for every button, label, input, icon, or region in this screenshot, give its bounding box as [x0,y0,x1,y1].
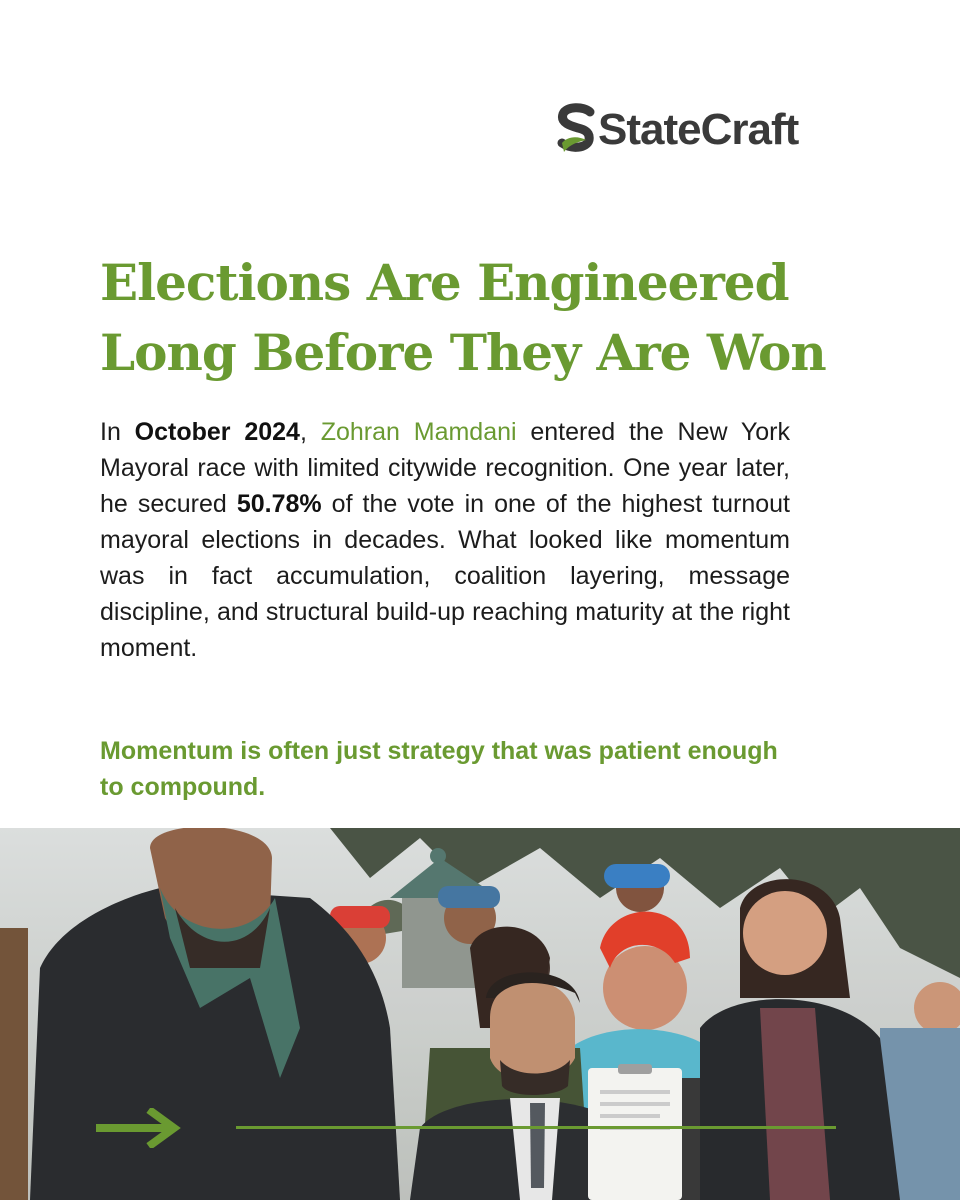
date-highlight: October 2024 [134,418,300,446]
statecraft-s-icon [556,102,596,158]
body-paragraph [100,414,790,666]
arrow-right-icon[interactable] [96,1108,182,1148]
pull-quote: Momentum is often just strategy that was patient enough to compound. [100,737,778,801]
person-name: Zohran Mamdani [320,418,517,446]
body-intro: In [100,418,135,446]
logo-wordmark: StateCraft [598,105,799,154]
progress-line [236,1126,836,1129]
page-title [100,248,826,388]
body-sep: , [299,418,321,446]
headline-line-1: Elections Are Engineered [100,253,789,312]
statecraft-logo [556,100,798,160]
body-part-2: entered the New York Mayoral race with limited citywide recognition. One year later, he secured [100,418,791,518]
body-part-3: of the vote in one of the highest turnout mayoral elections in decades. What looked like momentum was in fact accumulation, coalition layering, message discipline, and structural build-up reaching maturity at the right moment. [100,490,791,662]
headline-line-2: Long Before They Are Won [100,323,826,382]
vote-share-highlight: 50.78% [236,490,322,518]
